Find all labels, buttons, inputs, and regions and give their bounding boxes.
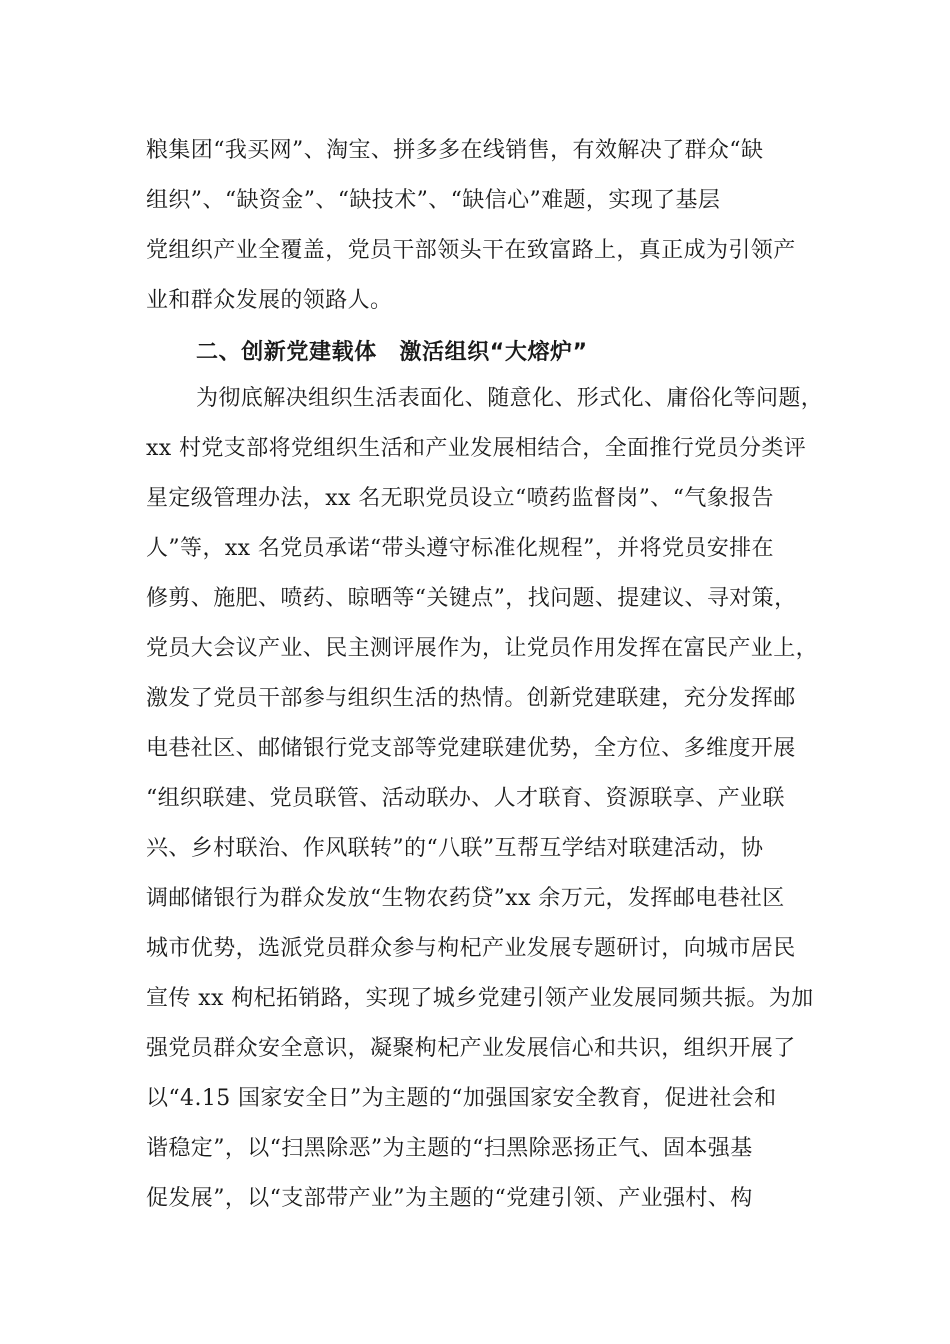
paragraph-line: 强党员群众安全意识，凝聚枸杞产业发展信心和共识，组织开展了 bbox=[146, 1036, 796, 1061]
paragraph-line: 组织”、“缺资金”、“缺技术”、“缺信心”难题，实现了基层 bbox=[146, 188, 721, 213]
paragraph-line: xx 村党支部将党组织生活和产业发展相结合，全面推行党员分类评 bbox=[146, 436, 807, 461]
paragraph-line: “组织联建、党员联管、活动联办、人才联育、资源联享、产业联 bbox=[146, 786, 785, 811]
paragraph-line: 调邮储银行为群众发放“生物农药贷”xx 余万元，发挥邮电巷社区 bbox=[146, 886, 785, 911]
paragraph-line: 为彻底解决组织生活表面化、随意化、形式化、庸俗化等问题， bbox=[196, 386, 824, 411]
paragraph-line: 兴、乡村联治、作风联转”的“八联”互帮互学结对联建活动，协 bbox=[146, 836, 764, 861]
paragraph-line: 党组织产业全覆盖，党员干部领头干在致富路上，真正成为引领产 bbox=[146, 238, 796, 263]
paragraph-line: 修剪、施肥、喷药、晾晒等“关键点”，找问题、提建议、寻对策， bbox=[146, 586, 797, 611]
section-heading: 二、创新党建载体 激活组织“大熔炉” bbox=[196, 340, 588, 365]
paragraph-line: 粮集团“我买网”、淘宝、拼多多在线销售，有效解决了群众“缺 bbox=[146, 138, 764, 163]
paragraph-line: 业和群众发展的领路人。 bbox=[146, 288, 393, 313]
paragraph-line: 以“4.15 国家安全日”为主题的“加强国家安全教育，促进社会和 bbox=[146, 1086, 777, 1111]
paragraph-line: 星定级管理办法，xx 名无职党员设立“喷药监督岗”、“气象报告 bbox=[146, 486, 774, 511]
paragraph-line: 谐稳定”，以“扫黑除恶”为主题的“扫黑除恶扬正气、固本强基 bbox=[146, 1136, 753, 1161]
paragraph-line: 电巷社区、邮储银行党支部等党建联建优势，全方位、多维度开展 bbox=[146, 736, 796, 761]
paragraph-line: 促发展”，以“支部带产业”为主题的“党建引领、产业强村、构 bbox=[146, 1186, 753, 1211]
paragraph-line: 宣传 xx 枸杞拓销路，实现了城乡党建引领产业发展同频共振。为加 bbox=[146, 986, 814, 1011]
paragraph-line: 人”等，xx 名党员承诺“带头遵守标准化规程”，并将党员安排在 bbox=[146, 536, 774, 561]
paragraph-line: 激发了党员干部参与组织生活的热情。创新党建联建，充分发挥邮 bbox=[146, 686, 796, 711]
paragraph-line: 城市优势，选派党员群众参与枸杞产业发展专题研讨，向城市居民 bbox=[146, 936, 796, 961]
paragraph-line: 党员大会议产业、民主测评展作为，让党员作用发挥在富民产业上， bbox=[146, 636, 819, 661]
